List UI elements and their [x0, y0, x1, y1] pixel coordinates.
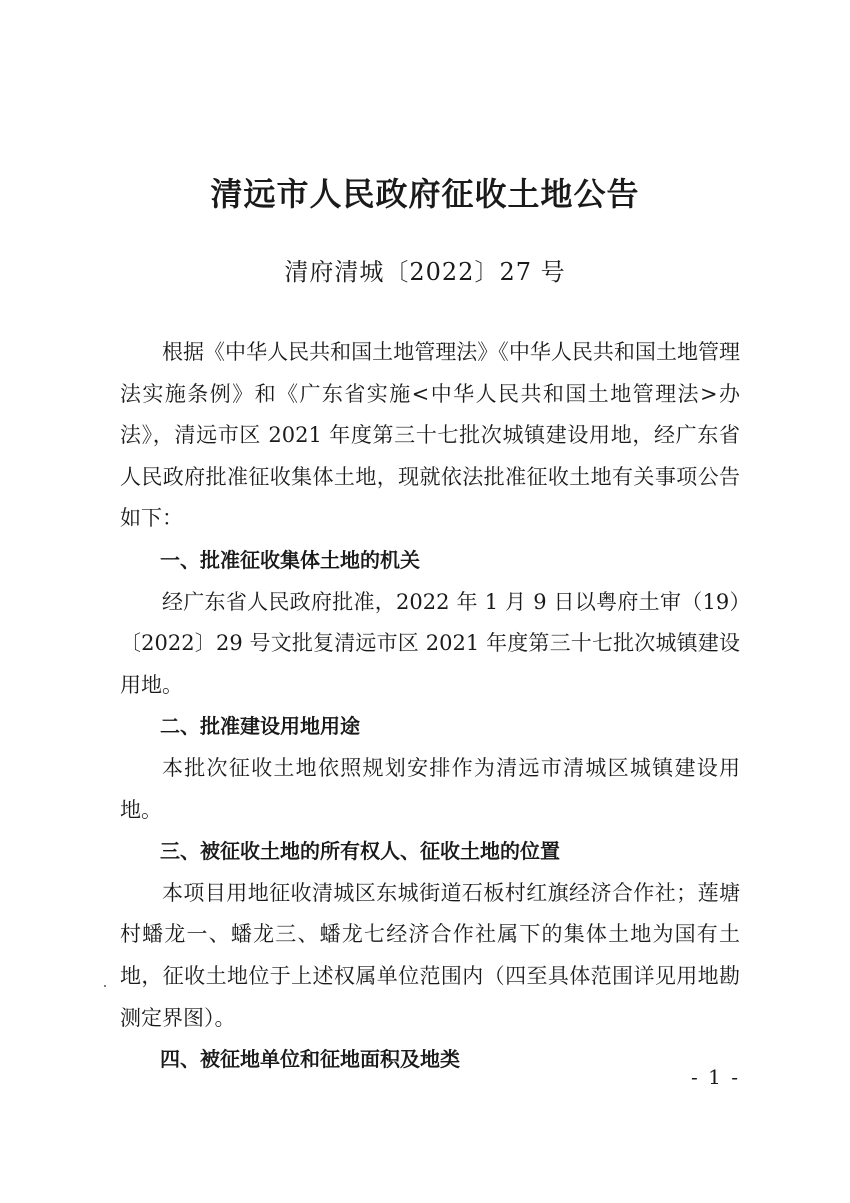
document-number: 清府清城〔2022〕27 号 [284, 258, 566, 286]
document-title: 清远市人民政府征收土地公告 [210, 175, 640, 213]
section-heading-1: 一、批准征收集体土地的机关 [160, 547, 420, 572]
section-text-1: 经广东省人民政府批准，2022 年 1 月 9 日以粤府土审（19）〔2022〕29 号文批复清远市区 2021 年度第三十七批次城镇建设用地。 [120, 589, 740, 697]
section-heading-4: 四、被征地单位和征地面积及地类 [160, 1047, 460, 1072]
section-text-3: 本项目用地征收清城区东城街道石板村红旗经济合作社；莲塘村蟠龙一、蟠龙三、蟠龙七经济合作社属下的集体土地为国有土地，征收土地位于上述权属单位范围内（四至具体范围详见用地勘测定界图）。 [120, 880, 740, 1030]
section-heading-2: 二、批准建设用地用途 [160, 714, 360, 739]
document-body [120, 332, 740, 1081]
section-heading-3: 三、被征收土地的所有权人、征收土地的位置 [160, 839, 560, 864]
section-text-2: 本批次征收土地依照规划安排作为清远市清城区城镇建设用地。 [120, 755, 740, 822]
page-number: - 1 - [691, 1065, 740, 1089]
scan-speck [104, 985, 106, 987]
intro-paragraph: 根据《中华人民共和国土地管理法》《中华人民共和国土地管理法实施条例》和《广东省实施<中华人民共和国土地管理法>办法》，清远市区 2021 年度第三十七批次城镇建设用地，经广东省人民政府批准征收集体土地，现就依法批准征收土地有关事项公告如下： [120, 340, 740, 531]
